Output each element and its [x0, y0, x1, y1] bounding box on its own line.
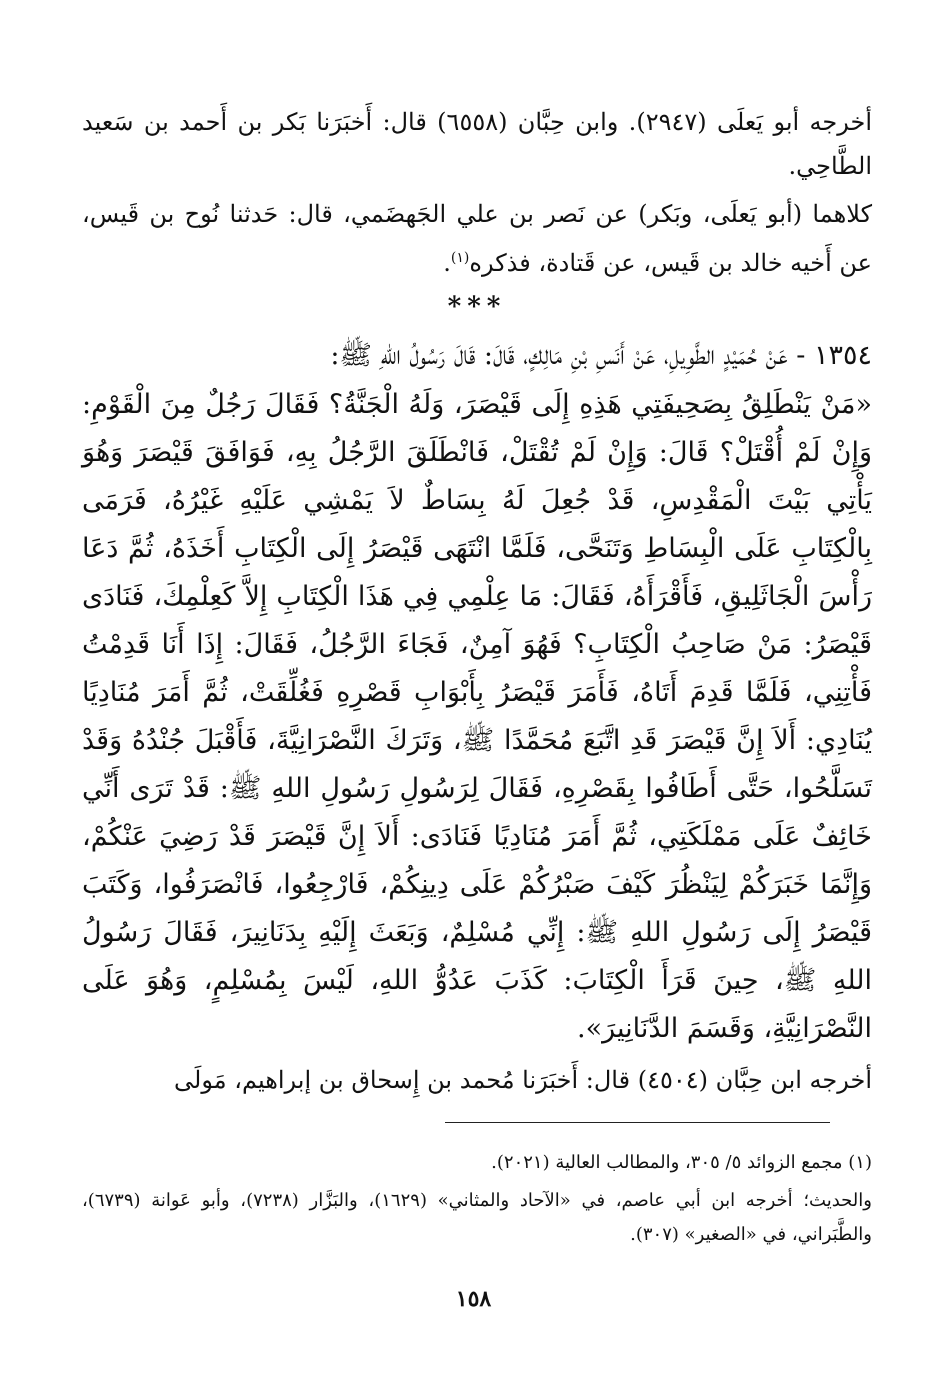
isnad-text: كلاهما (أبو يَعلَى، وبَكر) عن نَصر بن علي الجَهضَمي، قال: حَدثنا نُوح بن قَيس، عن أَخيه خالد بن قَيس، عن قَتادة، فذكره [82, 200, 872, 277]
hadith-text: «مَنْ يَنْطَلِقُ بِصَحِيفَتِي هَذِهِ إِلَى قَيْصَرَ، وَلَهُ الْجَنَّةُ؟ فَقَالَ رَجُلٌ مِنَ الْقَوْمِ: وَإِنْ لَمْ أُقْتَلْ؟ قَالَ: وَإِنْ لَمْ تُقْتَلْ، فَانْطَلَقَ الرَّجُلُ بِهِ، فَوَافَقَ قَيْصَرَ وَهُوَ يَأْتِي بَيْتَ الْمَقْدِسِ، قَدْ جُعِلَ لَهُ بِسَاطٌ لاَ يَمْشِي عَلَيْهِ غَيْرُهُ، فَرَمَى بِالْكِتَابِ عَلَى الْبِسَاطِ وَتَنَحَّى، فَلَمَّا انْتَهَى قَيْصَرُ إِلَى الْكِتَابِ أَخَذَهُ، ثُمَّ دَعَا رَأْسَ الْجَاثَلِيقِ، فَأَقْرَأَهُ، فَقَالَ: مَا عِلْمِي فِي هَذَا الْكِتَابِ إِلاَّ كَعِلْمِكَ، فَنَادَى قَيْصَرُ: مَنْ صَاحِبُ الْكِتَابِ؟ فَهُوَ آمِنٌ، فَجَاءَ الرَّجُلُ، فَقَالَ: إِذَا أَنَا قَدِمْتُ فَأْتِنِي، فَلَمَّا قَدِمَ أَتَاهُ، فَأَمَرَ قَيْصَرُ بِأَبْوَابِ قَصْرِهِ فَغُلِّقَتْ، ثُمَّ أَمَرَ مُنَادِيًا يُنَادِي: أَلاَ إِنَّ قَيْصَرَ قَدِ اتَّبَعَ مُحَمَّدًا ﷺ، وَتَرَكَ النَّصْرَانِيَّةَ، فَأَقْبَلَ جُنْدُهُ وَقَدْ تَسَلَّحُوا، حَتَّى أَطَافُوا بِقَصْرِهِ، فَقَالَ لِرَسُولِ رَسُولِ اللهِ ﷺ: قَدْ تَرَى أَنِّي خَائِفٌ عَلَى مَمْلَكَتِي، ثُمَّ أَمَرَ مُنَادِيًا فَنَادَى: أَلاَ إِنَّ قَيْصَرَ قَدْ رَضِيَ عَنْكُمْ، وَإِنَّمَا خَبَرَكُمْ لِيَنْظُرَ كَيْفَ صَبْرُكُمْ عَلَى دِينِكُمْ، فَارْجِعُوا، فَانْصَرَفُوا، وَكَتَبَ قَيْصَرُ إِلَى رَسُولِ اللهِ ﷺ: إِنِّي مُسْلِمٌ، وَبَعَثَ إِلَيْهِ بِدَنَانِيرَ، فَقَالَ رَسُولُ اللهِ ﷺ، حِينَ قَرَأَ الْكِتَابَ: كَذَبَ عَدُوُّ اللهِ، لَيْسَ بِمُسْلِمٍ، وَهُوَ عَلَى النَّصْرَانِيَّةِ، وَقَسَمَ الدَّنَانِيرَ». [82, 389, 872, 1044]
footnote-1: (١) مجمع الزوائد ٥/ ٣٠٥، والمطالب العالية (٢٠٢١). [491, 1152, 872, 1173]
footnote-divider [445, 1122, 830, 1123]
footnote-continuation: والحديث؛ أخرجه ابن أبي عاصم، في «الآحاد والمثاني» (١٦٢٩)، والبَزَّار (٧٢٣٨)، وأبو عَوانة (٦٧٣٩)، والطَّبَراني، في «الصغير» (٣٠٧). [82, 1190, 872, 1245]
page-body [82, 100, 872, 1103]
section-separator: *** [447, 292, 507, 322]
hadith-number-heading: ١٣٥٤ - عَنْ حُمَيْدٍ الطَّوِيلِ، عَنْ أَنَسِ بْنِ مَالِكٍ، قَالَ: قَالَ رَسُولُ اللهِ ﷺ: [330, 340, 872, 371]
footnotes [82, 1146, 872, 1256]
source-line: أخرجه ابن حِبَّان (٤٥٠٤) قال: أَخبَرَنا مُحمد بن إِسحاق بن إبراهيم، مَولَى [174, 1066, 872, 1094]
takhrij-paragraph: أخرجه أبو يَعلَى (٢٩٤٧). وابن حِبَّان (٦٥٥٨) قال: أَخبَرَنا بَكر بن أَحمد بن سَعيد الطَّاحِي. [82, 108, 873, 180]
page-number: ١٥٨ [455, 1286, 492, 1312]
isnad-paragraph: كلاهما (أبو يَعلَى، وبَكر) عن نَصر بن علي الجَهضَمي، قال: حَدثنا نُوح بن قَيس، عن أَخيه خالد بن قَيس، عن قَتادة، فذكره$^{(١)}$. [82, 200, 872, 277]
footnote-marker[interactable]: (١) [450, 250, 470, 266]
